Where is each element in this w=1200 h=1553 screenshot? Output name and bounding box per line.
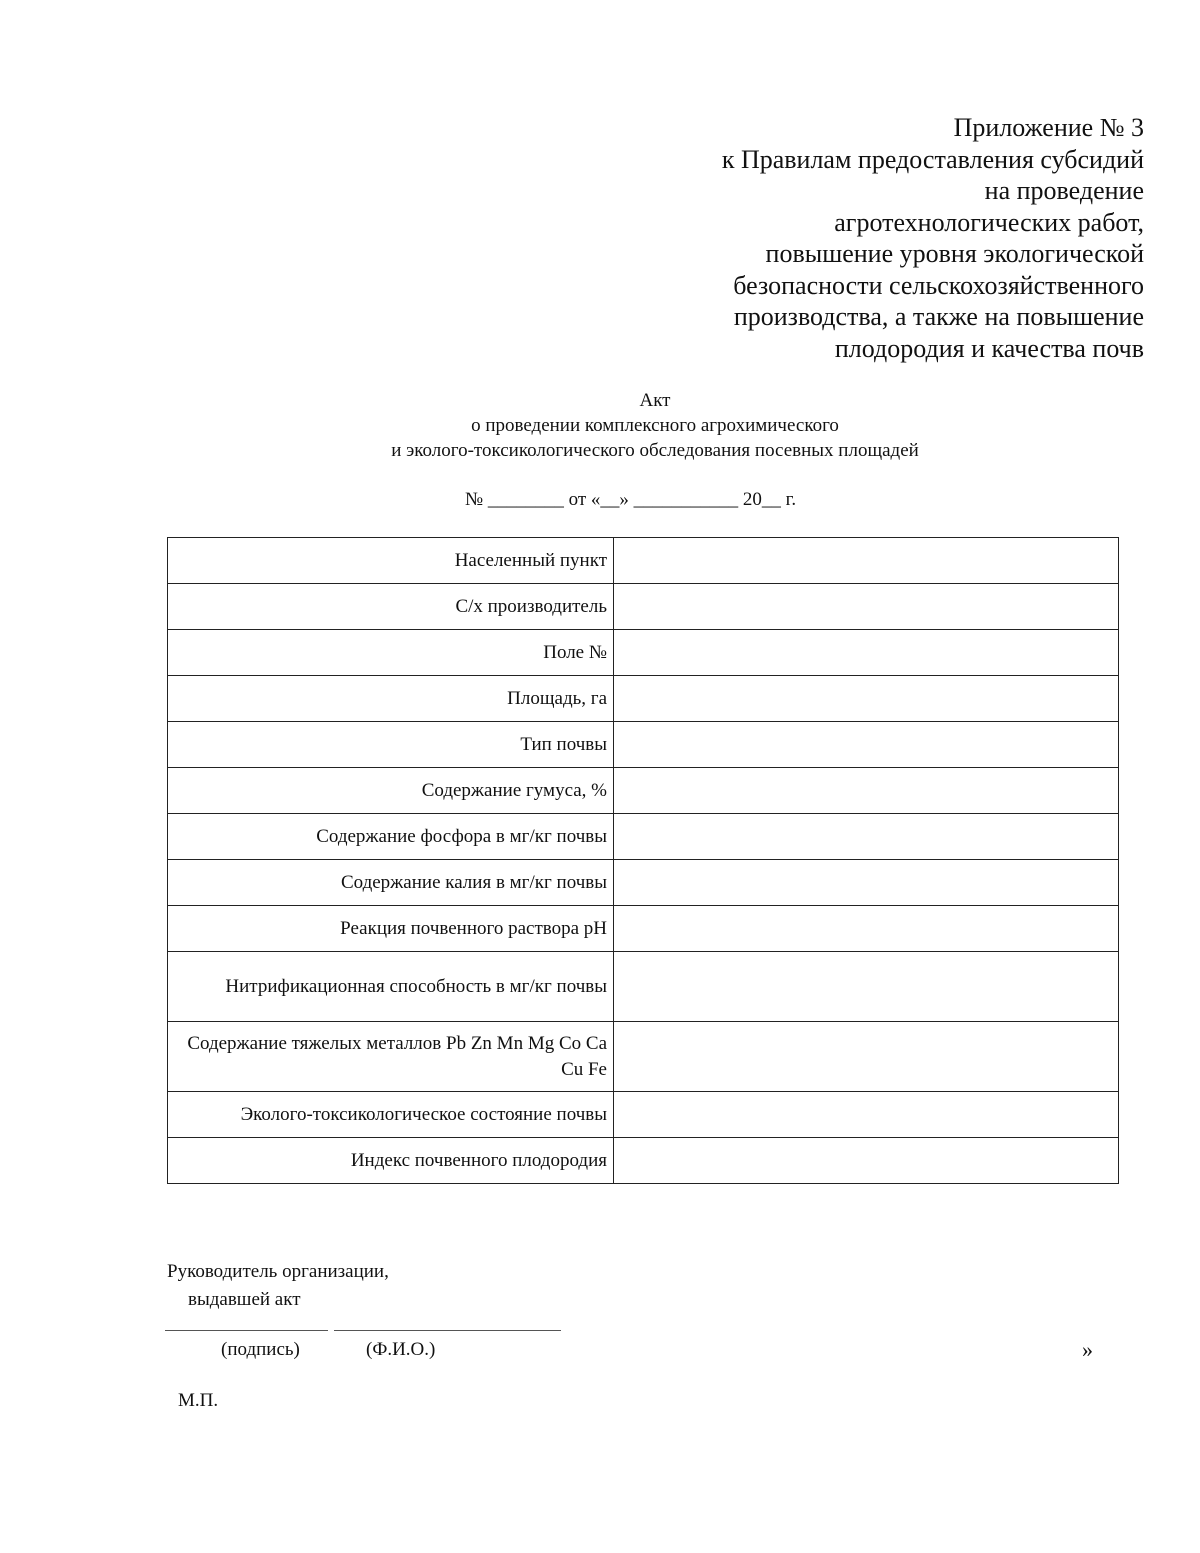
row-value-cell <box>614 860 1119 906</box>
signatory-role: Руководитель организации, <box>167 1261 389 1282</box>
row-value-cell <box>614 1092 1119 1138</box>
table-row <box>168 952 1119 1022</box>
row-label: Поле № <box>168 630 614 676</box>
row-value-cell <box>614 906 1119 952</box>
table-row <box>168 860 1119 906</box>
row-label: Содержание гумуса, % <box>168 768 614 814</box>
row-label: С/х производитель <box>168 584 614 630</box>
signature-caption: (подпись) <box>221 1339 300 1360</box>
row-label: Площадь, га <box>168 676 614 722</box>
row-label: Населенный пункт <box>168 538 614 584</box>
row-label: Нитрификационная способность в мг/кг почвы <box>168 952 614 1022</box>
appendix-line: повышение уровня экологической <box>765 239 1144 268</box>
act-heading <box>0 388 1200 463</box>
table-row <box>168 814 1119 860</box>
table-row <box>168 676 1119 722</box>
survey-data-table <box>167 537 1119 1184</box>
appendix-line: на проведение <box>984 176 1144 205</box>
name-line <box>334 1330 561 1331</box>
row-label: Эколого-токсикологическое состояние почвы <box>168 1092 614 1138</box>
table-row <box>168 630 1119 676</box>
row-value-cell <box>614 630 1119 676</box>
appendix-line: плодородия и качества почв <box>834 333 1144 363</box>
appendix-line: производства, а также на повышение <box>733 302 1144 331</box>
appendix-line: агротехнологических работ, <box>834 207 1144 237</box>
signature-line <box>165 1330 328 1331</box>
table-row <box>168 1092 1119 1138</box>
row-value-cell <box>614 814 1119 860</box>
table-row <box>168 768 1119 814</box>
row-value-cell <box>614 538 1119 584</box>
row-label: Содержание фосфора в мг/кг почвы <box>168 814 614 860</box>
row-label: Индекс почвенного плодородия <box>168 1138 614 1184</box>
appendix-header <box>584 112 1144 364</box>
table-row <box>168 538 1119 584</box>
row-value-cell <box>614 722 1119 768</box>
row-value-cell <box>614 952 1119 1022</box>
table-row <box>168 1022 1119 1092</box>
appendix-line: Приложение № 3 <box>953 113 1144 142</box>
signatory-block <box>167 1258 389 1314</box>
row-value-cell <box>614 1138 1119 1184</box>
table-row <box>168 1138 1119 1184</box>
signatory-role: выдавшей акт <box>188 1289 301 1310</box>
stamp-place-label: М.П. <box>178 1390 219 1411</box>
row-value-cell <box>614 1022 1119 1092</box>
row-value-cell <box>614 768 1119 814</box>
row-value-cell <box>614 676 1119 722</box>
appendix-line: безопасности сельскохозяйственного <box>733 270 1144 300</box>
row-label: Тип почвы <box>168 722 614 768</box>
act-title: Акт <box>639 390 671 411</box>
name-caption: (Ф.И.О.) <box>366 1339 436 1360</box>
row-label: Содержание калия в мг/кг почвы <box>168 860 614 906</box>
table-row <box>168 722 1119 768</box>
table-row <box>168 906 1119 952</box>
row-label: Содержание тяжелых металлов Pb Zn Mn Mg Co Ca Cu Fe <box>168 1022 614 1092</box>
row-value-cell <box>614 584 1119 630</box>
act-subtitle: и эколого-токсикологического обследования посевных площадей <box>391 440 919 461</box>
row-label: Реакция почвенного раствора pH <box>168 906 614 952</box>
appendix-line: к Правилам предоставления субсидий <box>721 144 1144 174</box>
closing-quote: » <box>1082 1337 1093 1362</box>
act-subtitle: о проведении комплексного агрохимического <box>471 415 839 436</box>
act-number-date-line: № ________ от «__» ___________ 20__ г. <box>465 489 797 510</box>
table-row <box>168 584 1119 630</box>
